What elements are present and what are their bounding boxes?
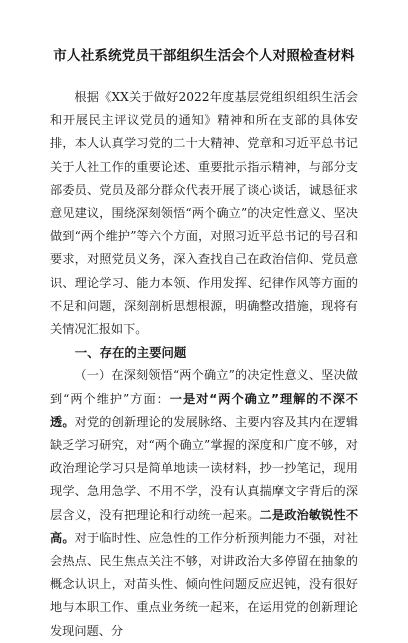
section-heading: 一、存在的主要问题 bbox=[74, 345, 187, 361]
item-paragraph bbox=[50, 364, 358, 642]
point-two-text: 对于临时性、应急性的工作分析预判能力不强，对社会热点、民生焦点关注不够，对讲政治大多停留在抽象的概念认识上，对苗头性、倾向性问题反应迟钝，没有很好地与本职工作、重点业务统一起来，在运用党的创新理论发现问题、分 bbox=[50, 530, 359, 638]
point-two-heading: 二是政治敏锐性不高。 bbox=[50, 507, 359, 545]
point-one-text: 对党的创新理论的发展脉络、主要内容及其内在逻辑缺乏学习研究，对“两个确立”掌握的深度和广度不够，对政治理论学习只是简单地读一读材料，抄一抄笔记，现用现学、急用急学、不用不学，没有认真揣摩文字背后的深层含义，没有把理论和行动统一起来。 bbox=[50, 414, 359, 522]
intro-paragraph: 根据《XX关于做好2022年度基层党组织组织生活会和开展民主评议党员的通知》精神和所在支部的具体安排，本人认真学习党的二十大精神、党章和习近平总书记关于人社工作的重要论述、重要批示指示精神，与部分支部委员、党员及部分群众代表开展了谈心谈话，诚恳征求意见建议，围绕深刻领悟“两个确立”的决定性意义、坚决做到“两个维护”等六个方面，对照习近平总书记的号召和要求，对照党员义务，深入查找自己在政治信仰、党员意识、理论学习、能力本领、作用发挥、纪律作风等方面的不足和问题，深刻剖析思想根源，明确整改措施，现将有关情况汇报如下。 bbox=[50, 90, 358, 337]
item-lead: （一）在深刻领悟“两个确立”的决定性意义、坚决做到“两个维护”方面： bbox=[50, 368, 358, 406]
point-one-heading: 一是对“两个确立”理解的不深不透。 bbox=[50, 391, 358, 429]
document-title: 市人社系统党员干部组织生活会个人对照检查材料 bbox=[53, 48, 355, 64]
